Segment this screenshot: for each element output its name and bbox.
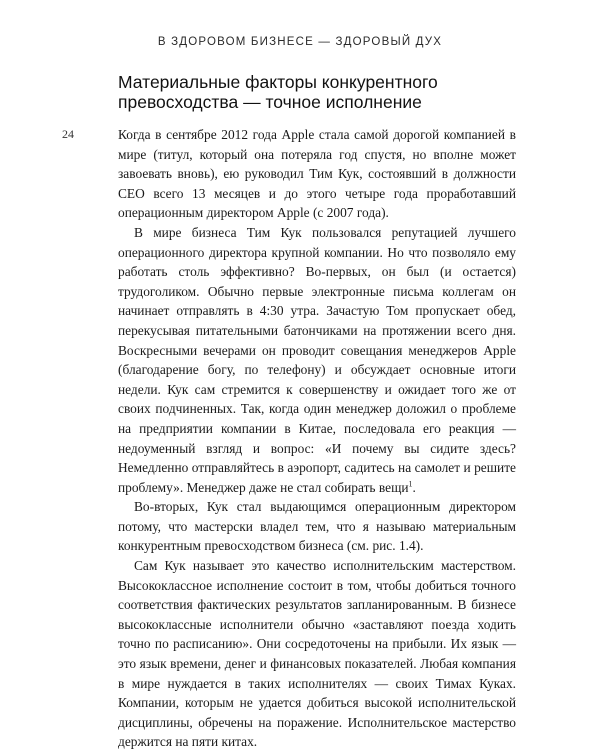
paragraph-3: Во-вторых, Кук стал выдающимся операционным директором потому, что мастерски владел тем, что я называю материальным конкурентным превосходством бизнеса (см. рис. 1.4). bbox=[118, 499, 516, 554]
paragraph-2-tail: . bbox=[412, 479, 416, 495]
running-head: В ЗДОРОВОМ БИЗНЕСЕ — ЗДОРОВЫЙ ДУХ bbox=[157, 36, 443, 48]
body-text bbox=[118, 125, 516, 752]
section-title: Материальные факторы конкурентного превосходства — точное исполнение bbox=[118, 72, 438, 112]
paragraph-1: Когда в сентябре 2012 года Apple стала самой дорогой компанией в мире (титул, который она потеряла год спустя, но вполне может завоевать вновь), ею руководил Тим Кук, состоявший в должности CEO всего 13 месяцев и до этого четыре года проработавший операционным директором Apple (с 2007 года). bbox=[118, 127, 516, 221]
footnote-marker: 1 bbox=[408, 479, 413, 489]
page-number: 24 bbox=[62, 127, 74, 141]
paragraph-2-text: В мире бизнеса Тим Кук пользовался репутацией лучшего операционного директора крупной компании. Но что позволяло ему работать столь эффективно? Во-первых, он был (и остается) трудоголиком. Обычно первые электронные письма коллегам он начинает отправлять в 4:30 утра. Зачастую Том пропускает обед, перекусывая питательными батончиками на протяжении всего дня. Воскресными вечерами он проводит совещания менеджеров Apple (благодарение богу, по телефону) и обсуждает основные итоги недели. Кук сам стремится к совершенству и ожидает того же от своих подчиненных. Так, когда один менеджер доложил о проблеме на предприятии компании в Китае, последовала его реакция — недоуменный взгляд и вопрос: «И почему вы сидите здесь? Немедленно отправляйтесь в аэропорт, садитесь на самолет и решите проблему». Менеджер даже не стал собирать вещи bbox=[118, 224, 516, 495]
paragraph-2 bbox=[118, 223, 516, 497]
paragraph-4: Сам Кук называет это качество исполнительским мастерством. Высококлассное исполнение состоит в том, чтобы добиться точного соответствия фактических результатов запланированным. В бизнесе высококлассные исполнители обычно «заставляют поезда ходить точно по расписанию». Они сосредоточены на прибыли. Их язык — это язык времени, денег и финансовых показателей. Любая компания в мире нуждается в таких исполнителях — своих Тимах Куках. Компании, которым не удается добиться высокой исполнительской дисциплины, обречены на поражение. Исполнительское мастерство держится на пяти китах. bbox=[118, 558, 516, 750]
